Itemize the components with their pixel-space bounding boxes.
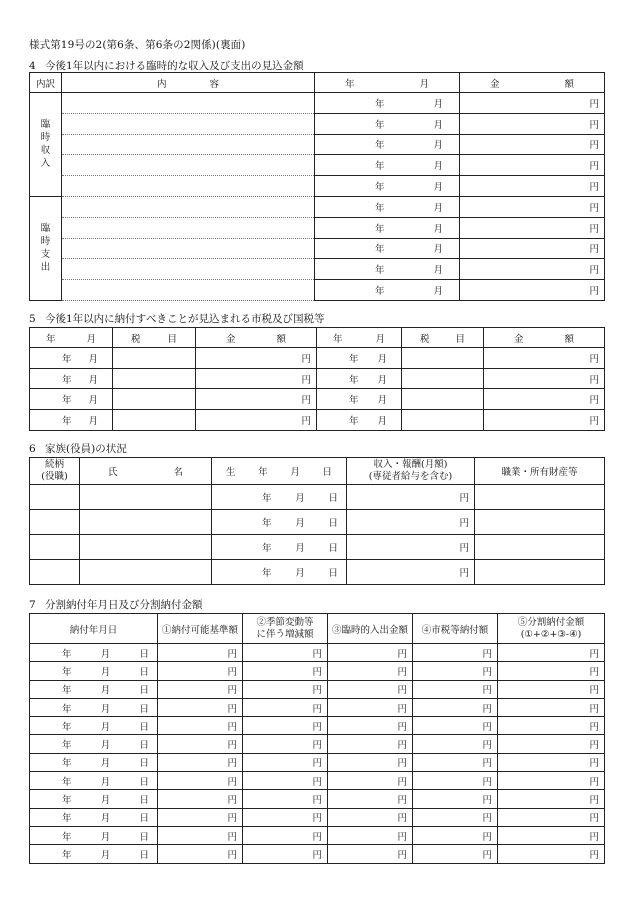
installment-amount-field[interactable]: 円 <box>413 717 498 735</box>
tax-year-month-field[interactable]: 年 月 <box>317 389 402 410</box>
section-5-heading: 5 今後1年以内に納付すべきことが見込まれる市税及び国税等 <box>29 313 325 325</box>
payment-date-field[interactable]: 年 月 日 <box>30 790 158 808</box>
installment-row <box>30 717 605 735</box>
header-tax-item-right: 税 目 <box>402 328 484 348</box>
header-birthdate: 生 年 月 日 <box>212 458 347 485</box>
family-status-table <box>29 457 605 585</box>
tax-row <box>30 348 605 369</box>
installment-amount-field[interactable]: 円 <box>243 790 328 808</box>
temporary-income-expense-table <box>29 72 605 301</box>
installment-amount-field[interactable]: 円 <box>498 790 605 808</box>
installment-amount-field[interactable]: 円 <box>328 644 413 662</box>
installment-row <box>30 772 605 790</box>
year-month-field[interactable]: 年 月 <box>315 93 460 114</box>
content-field[interactable] <box>62 259 315 280</box>
installment-row <box>30 753 605 771</box>
content-field[interactable] <box>62 280 315 301</box>
header-breakdown: 内訳 <box>30 73 62 93</box>
content-field[interactable] <box>62 217 315 238</box>
installment-amount-field[interactable]: 円 <box>498 808 605 826</box>
installment-amount-field[interactable]: 円 <box>328 717 413 735</box>
family-row <box>30 510 605 535</box>
installment-amount-field[interactable]: 円 <box>413 680 498 698</box>
header-amount-right: 金 額 <box>484 328 605 348</box>
form-title: 様式第19号の2(第6条、第6条の2関係)(裏面) <box>29 39 246 51</box>
installment-amount-field[interactable]: 円 <box>158 845 243 863</box>
installment-amount-field[interactable]: 円 <box>328 753 413 771</box>
birthdate-field[interactable]: 年 月 日 <box>212 510 347 535</box>
relationship-field[interactable] <box>30 535 80 560</box>
payment-date-field[interactable]: 年 月 日 <box>30 662 158 680</box>
tax-item-field[interactable] <box>402 389 484 410</box>
amount-field[interactable]: 円 <box>460 280 605 301</box>
header-income: 収入・報酬(月額) (専従者給与を含む) <box>347 458 475 485</box>
payment-date-field[interactable]: 年 月 日 <box>30 698 158 716</box>
tax-amount-field[interactable]: 円 <box>196 410 317 431</box>
header-occupation: 職業・所有財産等 <box>475 458 605 485</box>
installment-amount-field[interactable]: 円 <box>243 753 328 771</box>
installment-amount-field[interactable]: 円 <box>243 644 328 662</box>
installment-amount-field[interactable]: 円 <box>498 680 605 698</box>
installment-amount-field[interactable]: 円 <box>328 662 413 680</box>
tax-amount-field[interactable]: 円 <box>196 368 317 389</box>
installment-row <box>30 790 605 808</box>
payment-date-field[interactable]: 年 月 日 <box>30 826 158 844</box>
tax-item-field[interactable] <box>113 389 196 410</box>
installment-row <box>30 735 605 753</box>
name-field[interactable] <box>80 560 212 585</box>
installment-row <box>30 698 605 716</box>
expense-row <box>30 280 605 301</box>
tax-year-month-field[interactable]: 年 月 <box>30 348 113 369</box>
installment-amount-field[interactable]: 円 <box>413 790 498 808</box>
expense-row <box>30 196 605 217</box>
installment-amount-field[interactable]: 円 <box>243 735 328 753</box>
year-month-field[interactable]: 年 月 <box>315 217 460 238</box>
year-month-field[interactable]: 年 月 <box>315 196 460 217</box>
installment-amount-field[interactable]: 円 <box>158 698 243 716</box>
installment-amount-field[interactable]: 円 <box>158 790 243 808</box>
family-rows <box>30 485 605 585</box>
family-row <box>30 485 605 510</box>
installment-amount-field[interactable]: 円 <box>328 790 413 808</box>
header-relationship: 続柄 (役職) <box>30 458 80 485</box>
header-tax-payment: ④市税等納付額 <box>413 614 498 644</box>
income-row <box>30 155 605 176</box>
amount-field[interactable]: 円 <box>460 93 605 114</box>
relationship-field[interactable] <box>30 510 80 535</box>
installment-amount-field[interactable]: 円 <box>498 845 605 863</box>
income-rows <box>30 93 605 197</box>
section-4-heading: 4 今後1年以内における臨時的な収入及び支出の見込金額 <box>29 60 304 72</box>
header-temporary-inout: ③臨時的入出金額 <box>328 614 413 644</box>
content-field[interactable] <box>62 93 315 114</box>
year-month-field[interactable]: 年 月 <box>315 176 460 197</box>
header-content: 内 容 <box>62 73 315 93</box>
header-payment-date: 納付年月日 <box>30 614 158 644</box>
header-year-month-right: 年 月 <box>317 328 402 348</box>
tax-year-month-field[interactable]: 年 月 <box>30 410 113 431</box>
installment-amount-field[interactable]: 円 <box>158 662 243 680</box>
installment-amount-field[interactable]: 円 <box>498 753 605 771</box>
amount-field[interactable]: 円 <box>460 196 605 217</box>
amount-field[interactable]: 円 <box>460 113 605 134</box>
installment-amount-field[interactable]: 円 <box>498 717 605 735</box>
tax-item-field[interactable] <box>402 410 484 431</box>
installment-amount-field[interactable]: 円 <box>413 808 498 826</box>
amount-field[interactable]: 円 <box>460 134 605 155</box>
tax-amount-field[interactable]: 円 <box>484 410 605 431</box>
installment-amount-field[interactable]: 円 <box>498 826 605 844</box>
tax-row <box>30 368 605 389</box>
payment-date-field[interactable]: 年 月 日 <box>30 644 158 662</box>
tax-year-month-field[interactable]: 年 月 <box>317 348 402 369</box>
year-month-field[interactable]: 年 月 <box>315 155 460 176</box>
occupation-field[interactable] <box>475 560 605 585</box>
installment-row <box>30 845 605 863</box>
installment-amount-field[interactable]: 円 <box>498 662 605 680</box>
tax-row <box>30 389 605 410</box>
installment-schedule-table <box>29 613 605 864</box>
payment-date-field[interactable]: 年 月 日 <box>30 845 158 863</box>
income-row <box>30 113 605 134</box>
installment-amount-field[interactable]: 円 <box>498 772 605 790</box>
installment-amount-field[interactable]: 円 <box>243 808 328 826</box>
tax-year-month-field[interactable]: 年 月 <box>30 368 113 389</box>
installment-amount-field[interactable]: 円 <box>243 680 328 698</box>
installment-amount-field[interactable]: 円 <box>328 845 413 863</box>
installment-amount-field[interactable]: 円 <box>158 717 243 735</box>
header-name: 氏 名 <box>80 458 212 485</box>
tax-rows <box>30 348 605 431</box>
income-row <box>30 93 605 114</box>
installment-rows <box>30 644 605 864</box>
section-7-heading: 7 分割納付年月日及び分割納付金額 <box>29 599 203 611</box>
installment-amount-field[interactable]: 円 <box>413 753 498 771</box>
installment-amount-field[interactable]: 円 <box>158 826 243 844</box>
installment-amount-field[interactable]: 円 <box>328 772 413 790</box>
installment-amount-field[interactable]: 円 <box>413 772 498 790</box>
payment-date-field[interactable]: 年 月 日 <box>30 717 158 735</box>
tax-row <box>30 410 605 431</box>
payment-date-field[interactable]: 年 月 日 <box>30 772 158 790</box>
name-field[interactable] <box>80 485 212 510</box>
content-field[interactable] <box>62 238 315 259</box>
occupation-field[interactable] <box>475 485 605 510</box>
tax-year-month-field[interactable]: 年 月 <box>30 389 113 410</box>
installment-amount-field[interactable]: 円 <box>413 826 498 844</box>
tax-amount-field[interactable]: 円 <box>484 348 605 369</box>
tax-item-field[interactable] <box>113 368 196 389</box>
year-month-field[interactable]: 年 月 <box>315 113 460 134</box>
payment-date-field[interactable]: 年 月 日 <box>30 753 158 771</box>
content-field[interactable] <box>62 176 315 197</box>
installment-amount-field[interactable]: 円 <box>328 680 413 698</box>
year-month-field[interactable]: 年 月 <box>315 280 460 301</box>
installment-amount-field[interactable]: 円 <box>498 644 605 662</box>
income-row <box>30 176 605 197</box>
installment-row <box>30 644 605 662</box>
header-tax-item-left: 税 目 <box>113 328 196 348</box>
installment-amount-field[interactable]: 円 <box>413 735 498 753</box>
tax-item-field[interactable] <box>113 348 196 369</box>
expense-row <box>30 238 605 259</box>
tax-item-field[interactable] <box>113 410 196 431</box>
header-amount-left: 金 額 <box>196 328 317 348</box>
installment-amount-field[interactable]: 円 <box>243 845 328 863</box>
header-year-month: 年 月 <box>315 73 460 93</box>
tax-year-month-field[interactable]: 年 月 <box>317 368 402 389</box>
installment-amount-field[interactable]: 円 <box>328 826 413 844</box>
year-month-field[interactable]: 年 月 <box>315 134 460 155</box>
tax-amount-field[interactable]: 円 <box>484 368 605 389</box>
family-row <box>30 535 605 560</box>
amount-field[interactable]: 円 <box>460 176 605 197</box>
installment-row <box>30 662 605 680</box>
payment-date-field[interactable]: 年 月 日 <box>30 808 158 826</box>
installment-amount-field[interactable]: 円 <box>158 735 243 753</box>
tax-amount-field[interactable]: 円 <box>196 348 317 369</box>
installment-row <box>30 680 605 698</box>
header-installment-amount: ⑤分割納付金額 (①+②+③-④) <box>498 614 605 644</box>
installment-row <box>30 808 605 826</box>
income-label: 臨 時 収 入 <box>30 93 62 197</box>
installment-amount-field[interactable]: 円 <box>328 735 413 753</box>
installment-amount-field[interactable]: 円 <box>158 644 243 662</box>
installment-amount-field[interactable]: 円 <box>158 680 243 698</box>
installment-amount-field[interactable]: 円 <box>413 662 498 680</box>
income-field[interactable]: 円 <box>347 485 475 510</box>
installment-amount-field[interactable]: 円 <box>413 644 498 662</box>
year-month-field[interactable]: 年 月 <box>315 238 460 259</box>
installment-row <box>30 826 605 844</box>
installment-amount-field[interactable]: 円 <box>413 698 498 716</box>
installment-amount-field[interactable]: 円 <box>328 698 413 716</box>
expense-row <box>30 217 605 238</box>
content-field[interactable] <box>62 113 315 134</box>
amount-field[interactable]: 円 <box>460 217 605 238</box>
tax-item-field[interactable] <box>402 348 484 369</box>
tax-item-field[interactable] <box>402 368 484 389</box>
tax-year-month-field[interactable]: 年 月 <box>317 410 402 431</box>
installment-amount-field[interactable]: 円 <box>243 717 328 735</box>
income-row <box>30 134 605 155</box>
installment-amount-field[interactable]: 円 <box>413 845 498 863</box>
header-base-amount: ①納付可能基準額 <box>158 614 243 644</box>
content-field[interactable] <box>62 134 315 155</box>
installment-amount-field[interactable]: 円 <box>498 698 605 716</box>
tax-amount-field[interactable]: 円 <box>196 389 317 410</box>
expense-rows <box>30 196 605 300</box>
content-field[interactable] <box>62 155 315 176</box>
occupation-field[interactable] <box>475 535 605 560</box>
tax-amount-field[interactable]: 円 <box>484 389 605 410</box>
installment-amount-field[interactable]: 円 <box>328 808 413 826</box>
installment-amount-field[interactable]: 円 <box>498 735 605 753</box>
section-6-heading: 6 家族(役員)の状況 <box>29 443 127 455</box>
amount-field[interactable]: 円 <box>460 155 605 176</box>
content-field[interactable] <box>62 196 315 217</box>
birthdate-field[interactable]: 年 月 日 <box>212 535 347 560</box>
year-month-field[interactable]: 年 月 <box>315 259 460 280</box>
installment-amount-field[interactable]: 円 <box>243 662 328 680</box>
header-year-month-left: 年 月 <box>30 328 113 348</box>
header-seasonal-adjustment: ②季節変動等 に伴う増減額 <box>243 614 328 644</box>
birthdate-field[interactable]: 年 月 日 <box>212 560 347 585</box>
relationship-field[interactable] <box>30 485 80 510</box>
income-field[interactable]: 円 <box>347 535 475 560</box>
occupation-field[interactable] <box>475 510 605 535</box>
expense-row <box>30 259 605 280</box>
installment-amount-field[interactable]: 円 <box>158 808 243 826</box>
installment-amount-field[interactable]: 円 <box>243 826 328 844</box>
birthdate-field[interactable]: 年 月 日 <box>212 485 347 510</box>
amount-field[interactable]: 円 <box>460 259 605 280</box>
name-field[interactable] <box>80 510 212 535</box>
payment-date-field[interactable]: 年 月 日 <box>30 735 158 753</box>
relationship-field[interactable] <box>30 560 80 585</box>
expected-taxes-table <box>29 327 605 431</box>
amount-field[interactable]: 円 <box>460 238 605 259</box>
installment-amount-field[interactable]: 円 <box>243 698 328 716</box>
header-amount: 金 額 <box>460 73 605 93</box>
income-field[interactable]: 円 <box>347 510 475 535</box>
installment-amount-field[interactable]: 円 <box>243 772 328 790</box>
payment-date-field[interactable]: 年 月 日 <box>30 680 158 698</box>
income-field[interactable]: 円 <box>347 560 475 585</box>
family-row <box>30 560 605 585</box>
installment-amount-field[interactable]: 円 <box>158 772 243 790</box>
name-field[interactable] <box>80 535 212 560</box>
installment-amount-field[interactable]: 円 <box>158 753 243 771</box>
expense-label: 臨 時 支 出 <box>30 196 62 300</box>
